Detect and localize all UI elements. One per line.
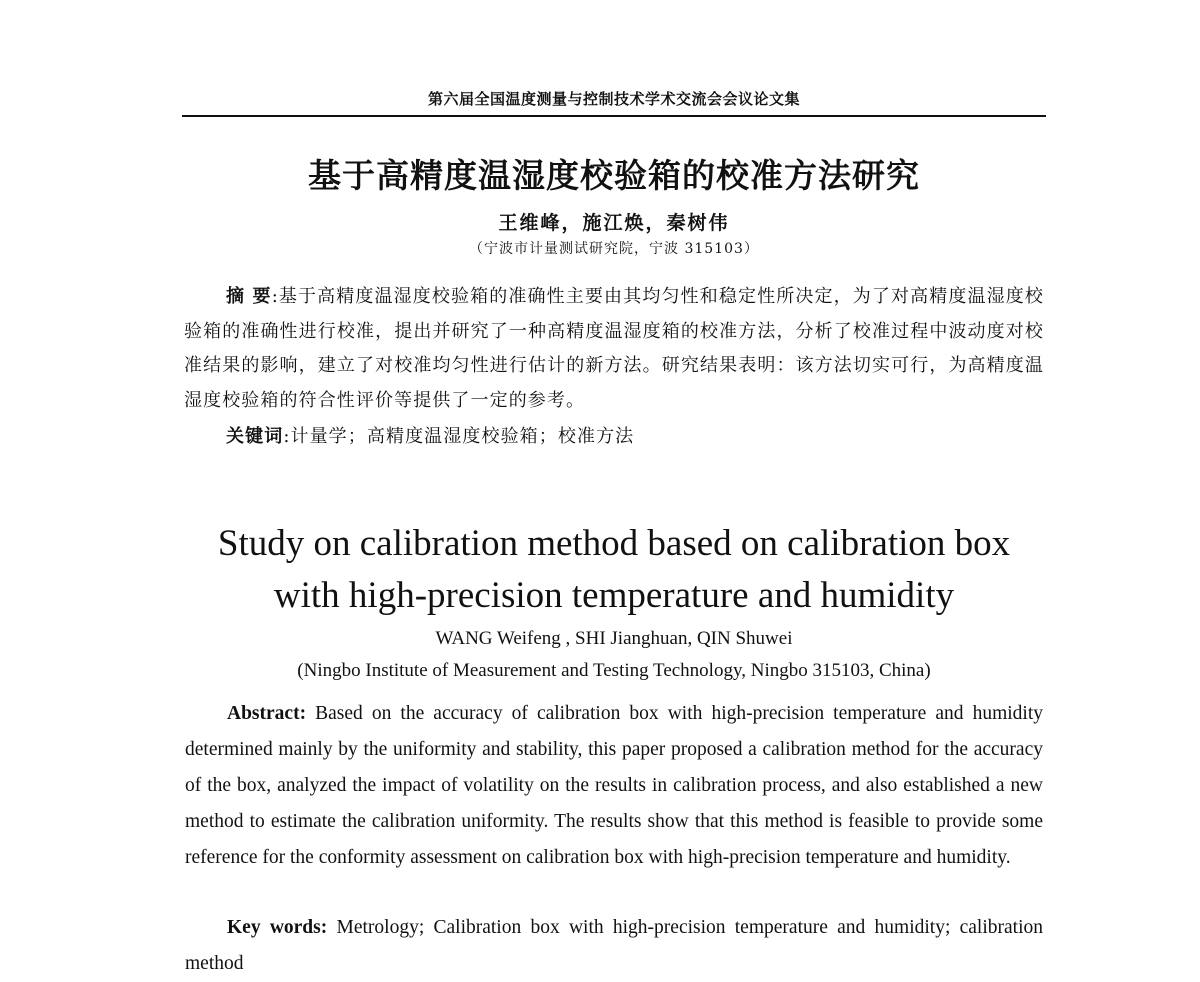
english-title-line-2: with high-precision temperature and humidity xyxy=(273,575,955,616)
english-abstract xyxy=(185,696,1043,876)
running-header: 第六届全国温度测量与控制技术学术交流会会议论文集 xyxy=(427,90,800,108)
english-keywords-label: Key words: xyxy=(227,917,328,938)
english-abstract-label: Abstract: xyxy=(227,703,307,724)
chinese-title: 基于高精度温湿度校验箱的校准方法研究 xyxy=(308,156,920,195)
chinese-authors: 王维峰，施江焕，秦树伟 xyxy=(498,212,730,234)
english-keywords xyxy=(185,910,1043,982)
chinese-abstract xyxy=(184,280,1044,418)
english-keywords-text: Metrology; Calibration box with high-precision temperature and humidity; calibration method xyxy=(185,917,1043,974)
english-title xyxy=(182,518,1046,622)
english-title-line-1: Study on calibration method based on calibration box xyxy=(217,523,1011,564)
chinese-keywords xyxy=(184,420,1044,454)
header-rule xyxy=(182,115,1046,117)
english-abstract-text: Based on the accuracy of calibration box with high-precision temperature and humidity determined mainly by the uniformity and stability, this paper proposed a calibration method for the accuracy of the box, analyzed the impact of volatility on the results in calibration process, and also established a new method to estimate the calibration uniformity. The results show that this method is feasible to provide some reference for the conformity assessment on calibration box with high-precision temperature and humidity. xyxy=(185,703,1043,868)
chinese-keywords-text: :计量学；高精度温湿度校验箱；校准方法 xyxy=(283,426,635,447)
chinese-abstract-text: :基于高精度温湿度校验箱的准确性主要由其均匀性和稳定性所决定，为了对高精度温湿度校验箱的准确性进行校准，提出并研究了一种高精度温湿度箱的校准方法，分析了校准过程中波动度对校准结果的影响，建立了对校准均匀性进行估计的新方法。研究结果表明：该方法切实可行，为高精度温湿度校验箱的符合性评价等提供了一定的参考。 xyxy=(184,286,1044,411)
english-authors: WANG Weifeng , SHI Jianghuan, QIN Shuwei xyxy=(435,628,793,649)
chinese-abstract-label: 摘 要 xyxy=(226,286,272,307)
chinese-keywords-label: 关键词 xyxy=(226,426,284,447)
chinese-affiliation: （宁波市计量测试研究院，宁波 315103） xyxy=(469,241,759,257)
english-affiliation: (Ningbo Institute of Measurement and Testing Technology, Ningbo 315103, China) xyxy=(297,660,931,681)
